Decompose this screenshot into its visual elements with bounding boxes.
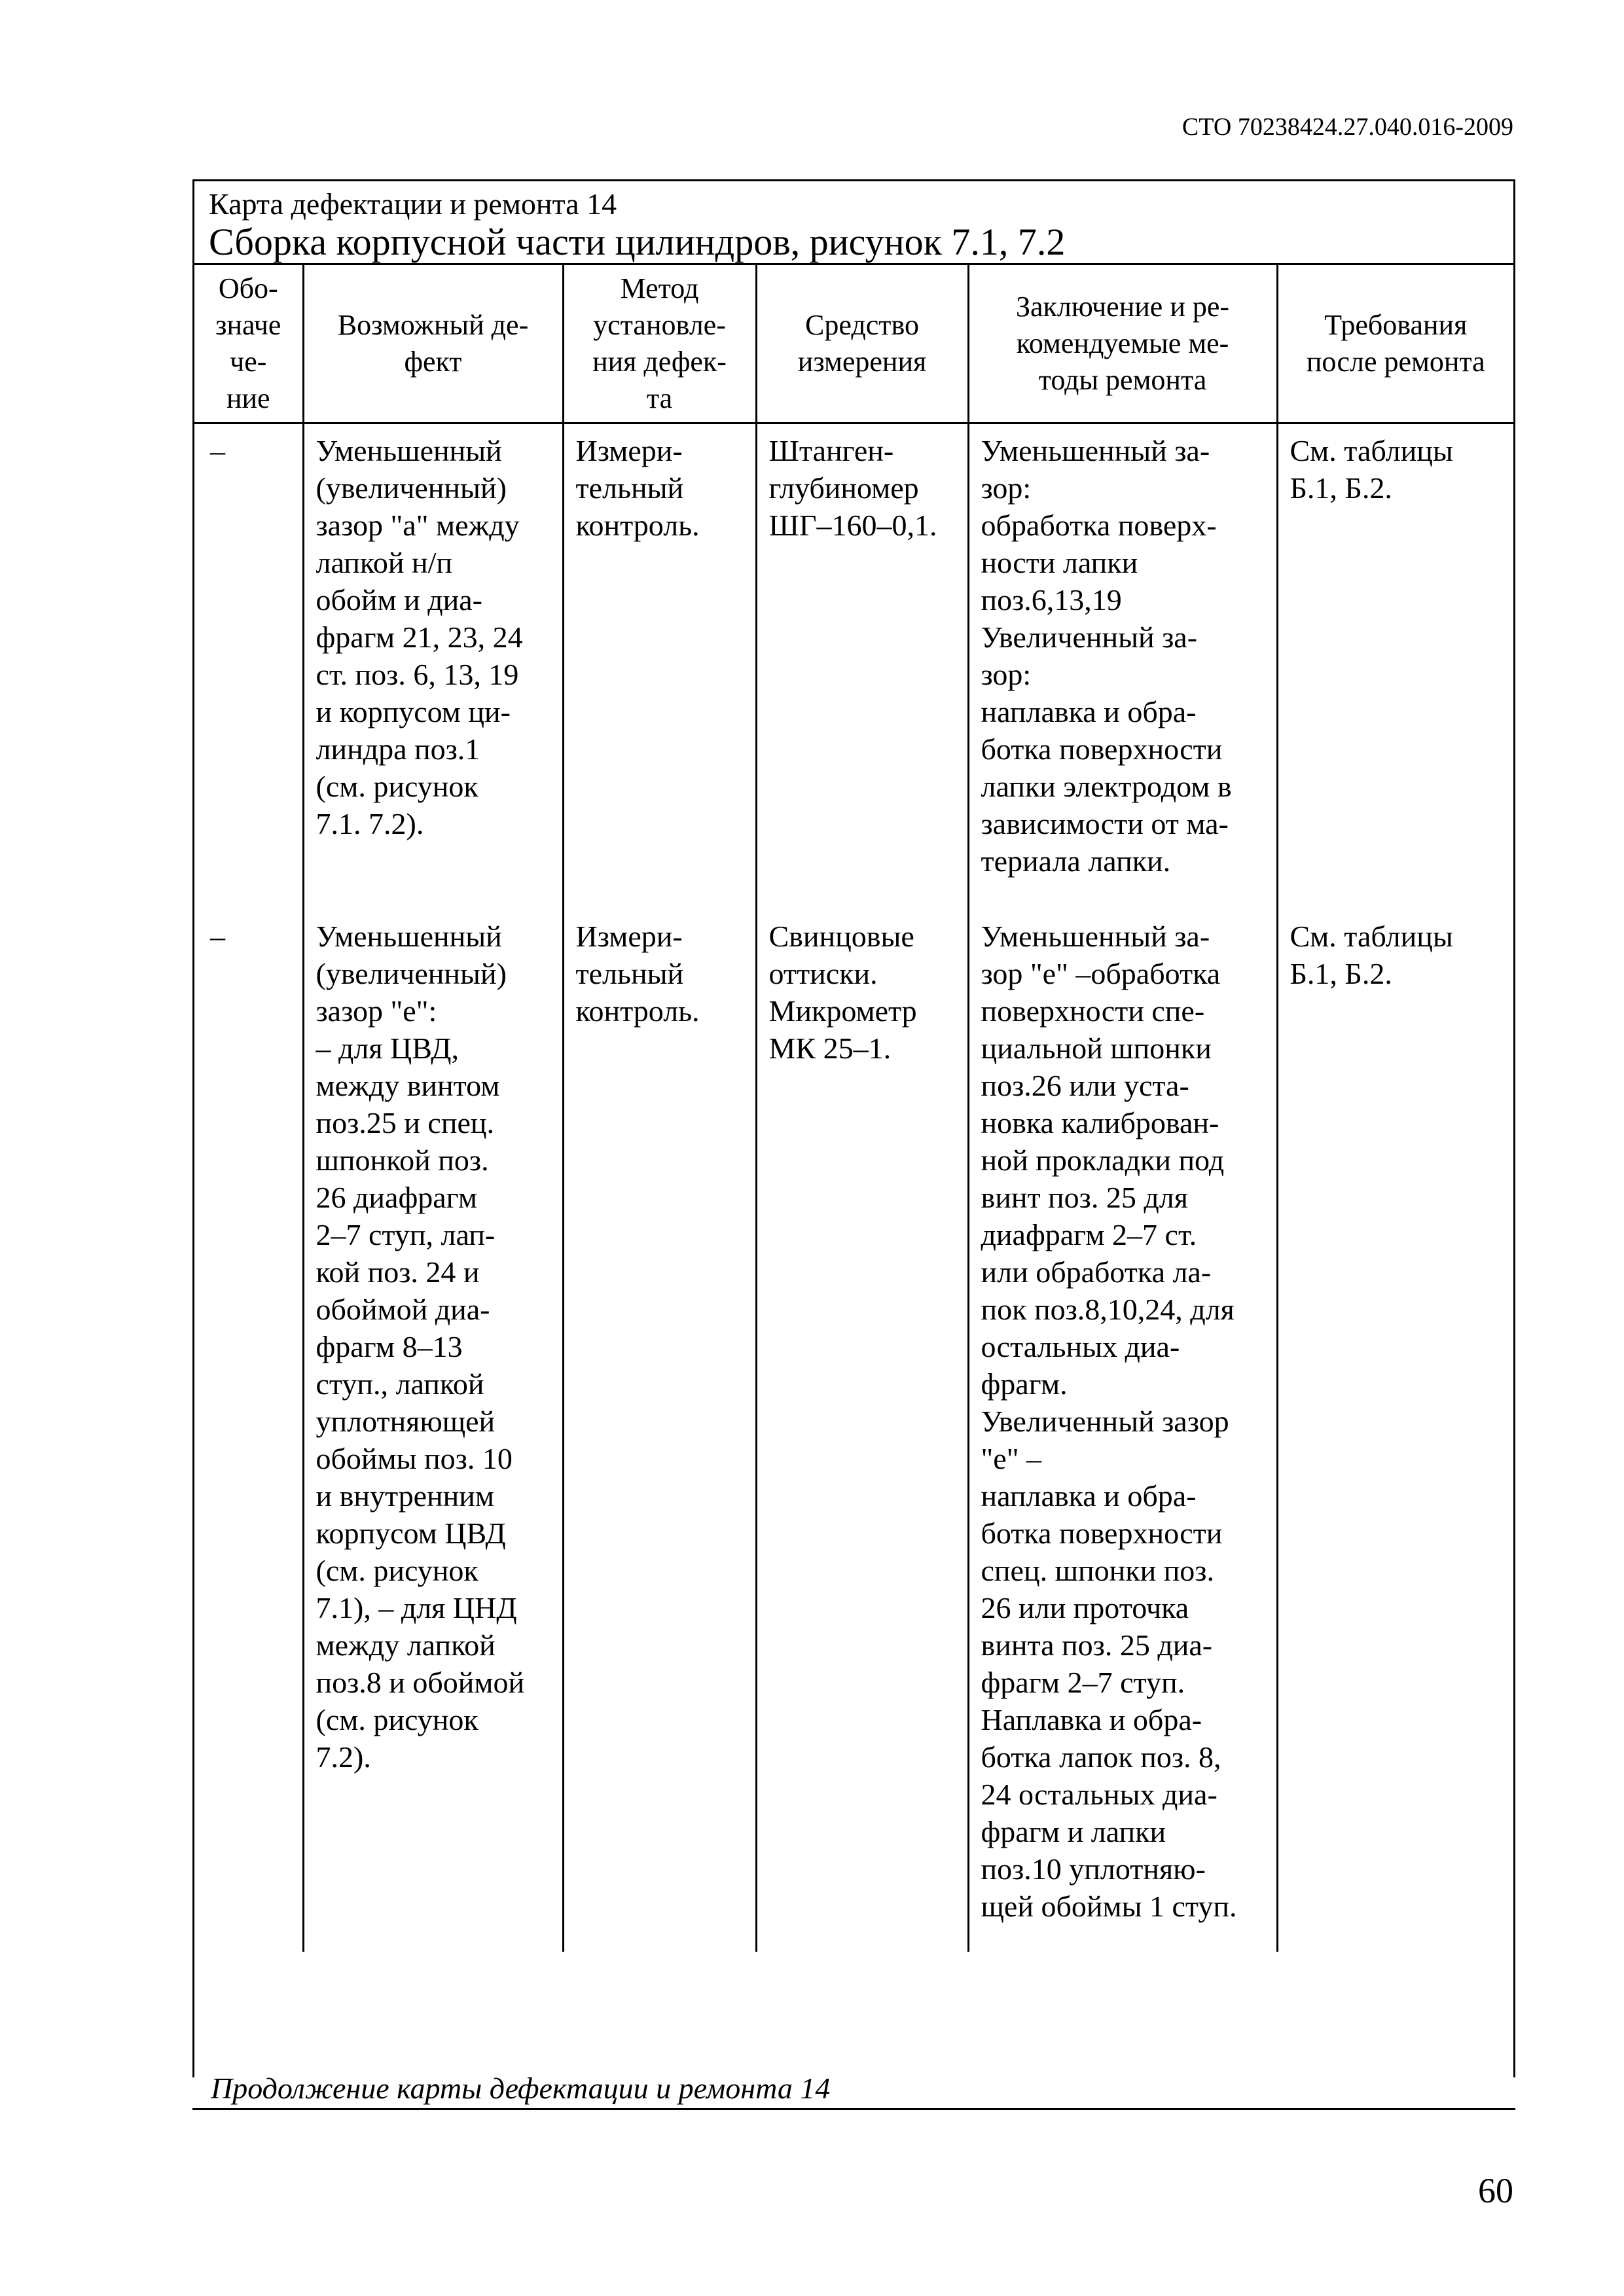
text-line: Возможный де- — [337, 309, 529, 341]
text-line: спец. шпонки поз. — [981, 1554, 1214, 1587]
text-line: Штанген- — [768, 434, 894, 467]
text-line: Заключение и ре- — [1015, 291, 1230, 323]
text-line: ст. поз. 6, 13, 19 — [316, 658, 519, 691]
cell-designation: – — [210, 434, 225, 467]
text-line: уплотняющей — [316, 1405, 496, 1438]
text-line: – для ЦВД, — [316, 1031, 460, 1065]
text-line: поз.10 уплотняю- — [981, 1852, 1206, 1886]
text-line: значе — [215, 309, 281, 341]
cell-method — [563, 910, 756, 1952]
text-line: ной прокладки под — [981, 1143, 1225, 1177]
text-line: 7.2). — [316, 1740, 371, 1774]
continuation-caption: Продолжение карты дефектации и ремонта 14 — [192, 2072, 1515, 2110]
cell-requirements — [1277, 910, 1513, 1952]
text-line: Увеличенный зазор — [981, 1405, 1229, 1438]
card-title-block — [194, 181, 1513, 265]
text-line: ступ., лапкой — [316, 1367, 484, 1401]
text-line: зор "е" –обработка — [981, 957, 1221, 990]
defect-table — [194, 265, 1513, 1952]
text-line: после ремонта — [1306, 346, 1485, 378]
text-line: ности лапки — [981, 546, 1138, 579]
text-line: фрагм. — [981, 1367, 1068, 1401]
card-title: Карта дефектации и ремонта 14 — [209, 187, 617, 221]
text-line: Б.1, Б.2. — [1290, 957, 1392, 990]
text-line: Измери- — [575, 920, 683, 953]
text-line: 7.1. 7.2). — [316, 807, 424, 840]
text-line: контроль. — [575, 994, 700, 1028]
text-line: (см. рисунок — [316, 1554, 478, 1587]
text-line: фрагм 8–13 — [316, 1330, 463, 1363]
text-line: поз.6,13,19 — [981, 583, 1122, 617]
text-line: МК 25–1. — [768, 1031, 892, 1065]
header-designation — [194, 265, 303, 423]
table-header-row — [194, 265, 1513, 423]
text-line: Метод — [620, 272, 699, 304]
text-line: зазор "а" между — [316, 509, 520, 542]
text-line: остальных диа- — [981, 1330, 1180, 1363]
text-line: фрагм 21, 23, 24 — [316, 620, 523, 654]
text-line: (увеличенный) — [316, 471, 507, 505]
text-line: Уменьшенный — [316, 434, 502, 467]
text-line: териала лапки. — [981, 844, 1171, 878]
table-row — [194, 910, 1513, 1952]
text-line: Уменьшенный — [316, 920, 502, 953]
text-line: Свинцовые — [768, 920, 914, 953]
text-line: ние — [226, 382, 270, 414]
text-line: (увеличенный) — [316, 957, 507, 990]
text-line: винт поз. 25 для — [981, 1181, 1188, 1214]
text-line: обработка поверх- — [981, 509, 1217, 542]
text-line: См. таблицы — [1290, 434, 1453, 467]
text-line: Наплавка и обра- — [981, 1703, 1202, 1736]
cell-conclusion — [968, 423, 1277, 910]
document-code: СТО 70238424.27.040.016-2009 — [1182, 113, 1513, 141]
text-line: фрагм и лапки — [981, 1815, 1166, 1848]
text-line: поз.26 или уста- — [981, 1069, 1189, 1102]
text-line: тоды ремонта — [1038, 364, 1207, 396]
defect-card — [192, 179, 1515, 2077]
text-line: оттиски. — [768, 957, 878, 990]
header-conclusion-repair-methods — [968, 265, 1277, 423]
text-line: наплавка и обра- — [981, 1479, 1197, 1513]
text-line: тельный — [575, 957, 684, 990]
cell-instrument — [756, 910, 968, 1952]
cell-requirements — [1277, 423, 1513, 910]
text-line: Увеличенный за- — [981, 620, 1198, 654]
text-line: установле- — [593, 309, 726, 341]
text-line: 7.1), – для ЦНД — [316, 1591, 517, 1624]
header-measuring-instrument — [756, 265, 968, 423]
text-line: винта поз. 25 диа- — [981, 1628, 1213, 1662]
text-line: че- — [230, 346, 267, 378]
text-line: Уменьшенный за- — [981, 434, 1210, 467]
text-line: Требования — [1324, 309, 1468, 341]
text-line: шпонкой поз. — [316, 1143, 489, 1177]
text-line: и корпусом ци- — [316, 695, 511, 728]
text-line: зависимости от ма- — [981, 807, 1229, 840]
text-line: Уменьшенный за- — [981, 920, 1210, 953]
text-line: циальной шпонки — [981, 1031, 1212, 1065]
header-requirements-after-repair — [1277, 265, 1513, 423]
text-line: поз.8 и обоймой — [316, 1666, 525, 1699]
text-line: 26 или проточка — [981, 1591, 1189, 1624]
text-line: фект — [404, 346, 462, 378]
text-line: пок поз.8,10,24, для — [981, 1293, 1235, 1326]
text-line: ния дефек- — [592, 346, 727, 378]
text-line: новка калиброван- — [981, 1106, 1219, 1139]
text-line: или обработка ла- — [981, 1255, 1212, 1289]
text-line: 24 остальных диа- — [981, 1778, 1218, 1811]
text-line: поз.25 и спец. — [316, 1106, 494, 1139]
cell-method — [563, 423, 756, 910]
text-line: Обо- — [218, 272, 278, 304]
text-line: ботка лапок поз. 8, — [981, 1740, 1221, 1774]
card-subtitle: Сборка корпусной части цилиндров, рисунок 7.1, 7.2 — [209, 221, 1066, 263]
cell-conclusion — [968, 910, 1277, 1952]
text-line: диафрагм 2–7 ст. — [981, 1218, 1197, 1251]
text-line: ботка поверхности — [981, 1516, 1223, 1550]
text-line: См. таблицы — [1290, 920, 1453, 953]
text-line: Средство — [805, 309, 919, 341]
text-line: комендуемые ме- — [1016, 327, 1229, 359]
text-line: ботка поверхности — [981, 732, 1223, 766]
text-line: контроль. — [575, 509, 700, 542]
text-line: корпусом ЦВД — [316, 1516, 506, 1550]
text-line: Измери- — [575, 434, 683, 467]
text-line: линдра поз.1 — [316, 732, 480, 766]
text-line: ШГ–160–0,1. — [768, 509, 937, 542]
text-line: Микрометр — [768, 994, 917, 1028]
header-possible-defect — [303, 265, 563, 423]
text-line: 2–7 ступ, лап- — [316, 1218, 496, 1251]
header-detection-method — [563, 265, 756, 423]
cell-defect — [303, 910, 563, 1952]
text-line: тельный — [575, 471, 684, 505]
text-line: кой поз. 24 и — [316, 1255, 480, 1289]
text-line: (см. рисунок — [316, 1703, 478, 1736]
text-line: обоймой диа- — [316, 1293, 490, 1326]
text-line: обоймы поз. 10 — [316, 1442, 513, 1475]
text-line: фрагм 2–7 ступ. — [981, 1666, 1185, 1699]
cell-instrument — [756, 423, 968, 910]
text-line: поверхности спе- — [981, 994, 1205, 1028]
text-line: "е" – — [981, 1442, 1041, 1475]
text-line: зор: — [981, 658, 1032, 691]
table-row — [194, 423, 1513, 910]
text-line: Б.1, Б.2. — [1290, 471, 1392, 505]
cell-designation: – — [210, 920, 225, 953]
text-line: и внутренним — [316, 1479, 494, 1513]
text-line: та — [646, 382, 673, 414]
text-line: измерения — [797, 346, 927, 378]
text-line: между лапкой — [316, 1628, 496, 1662]
text-line: наплавка и обра- — [981, 695, 1197, 728]
text-line: обойм и диа- — [316, 583, 483, 617]
text-line: (см. рисунок — [316, 770, 478, 803]
text-line: зор: — [981, 471, 1032, 505]
text-line: лапкой н/п — [316, 546, 453, 579]
text-line: щей обоймы 1 ступ. — [981, 1890, 1237, 1923]
cell-defect — [303, 423, 563, 910]
text-line: лапки электродом в — [981, 770, 1232, 803]
text-line: глубиномер — [768, 471, 919, 505]
text-line: между винтом — [316, 1069, 500, 1102]
page-number: 60 — [1478, 2171, 1513, 2210]
text-line: зазор "е": — [316, 994, 437, 1028]
text-line: 26 диафрагм — [316, 1181, 478, 1214]
